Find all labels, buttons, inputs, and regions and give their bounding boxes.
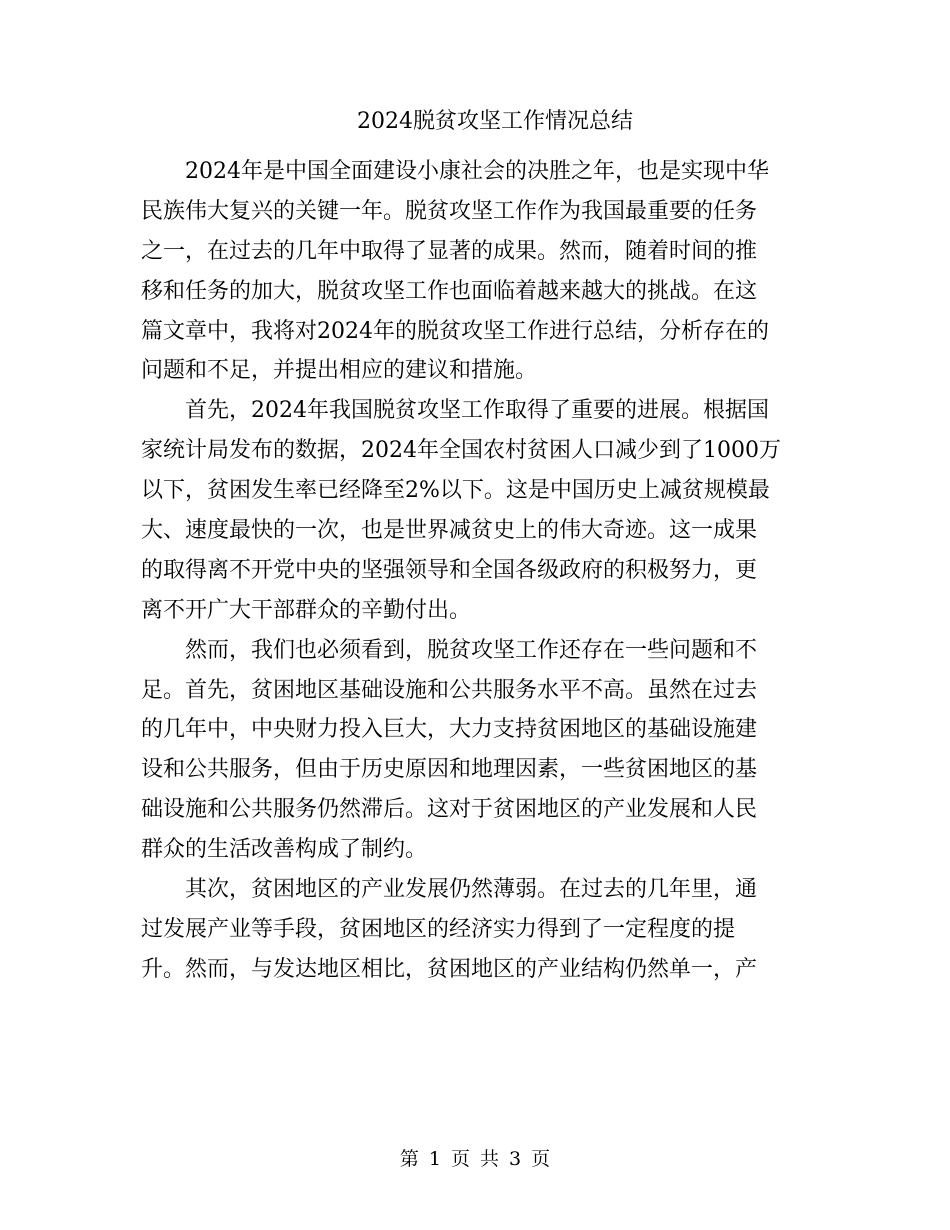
paragraph-2-line-4: 大、速度最快的一次，也是世界减贫史上的伟大奇迹。这一成果: [141, 518, 758, 544]
paragraph-4-line-1: 其次，贫困地区的产业发展仍然薄弱。在过去的几年里，通: [185, 877, 758, 903]
document-title: 2024脱贫攻坚工作情况总结: [357, 109, 633, 134]
paragraph-1-line-2: 民族伟大复兴的关键一年。脱贫攻坚工作作为我国最重要的任务: [141, 198, 758, 224]
paragraph-4-line-3: 升。然而，与发达地区相比，贫困地区的产业结构仍然单一，产: [141, 956, 758, 982]
paragraph-3-line-6: 群众的生活改善构成了制约。: [141, 837, 428, 863]
document-body: [141, 152, 813, 990]
paragraph-2-line-5: 的取得离不开党中央的坚强领导和全国各级政府的积极努力，更: [141, 557, 758, 583]
paragraph-3-line-3: 的几年中，中央财力投入巨大，大力支持贫困地区的基础设施建: [141, 717, 758, 743]
paragraph-1-line-4: 移和任务的加大，脱贫攻坚工作也面临着越来越大的挑战。在这: [141, 278, 758, 304]
paragraph-2-line-1: 首先，2024年我国脱贫攻坚工作取得了重要的进展。根据国: [185, 398, 769, 424]
paragraph-1-line-1: 2024年是中国全面建设小康社会的决胜之年，也是实现中华: [185, 159, 769, 184]
page-number-footer: 第 1 页 共 3 页: [399, 1148, 551, 1170]
paragraph-3-line-5: 础设施和公共服务仍然滞后。这对于贫困地区的产业发展和人民: [141, 797, 758, 823]
paragraph-4-line-2: 过发展产业等手段，贫困地区的经济实力得到了一定程度的提: [141, 916, 736, 942]
paragraph-2-line-2: 家统计局发布的数据，2024年全国农村贫困人口减少到了1000万: [141, 438, 781, 464]
paragraph-1-line-6: 问题和不足，并提出相应的建议和措施。: [141, 358, 538, 384]
paragraph-3-line-1: 然而，我们也必须看到，脱贫攻坚工作还存在一些问题和不: [185, 637, 758, 663]
paragraph-1-line-3: 之一，在过去的几年中取得了显著的成果。然而，随着时间的推: [141, 238, 758, 264]
paragraph-3-line-2: 足。首先，贫困地区基础设施和公共服务水平不高。虽然在过去: [141, 677, 758, 703]
paragraph-2-line-6: 离不开广大干部群众的辛勤付出。: [141, 597, 472, 623]
paragraph-2-line-3: 以下，贫困发生率已经降至2%以下。这是中国历史上减贫规模最: [141, 478, 770, 504]
paragraph-1-line-5: 篇文章中，我将对2024年的脱贫攻坚工作进行总结，分析存在的: [141, 318, 769, 344]
paragraph-3-line-4: 设和公共服务，但由于历史原因和地理因素，一些贫困地区的基: [141, 757, 758, 783]
